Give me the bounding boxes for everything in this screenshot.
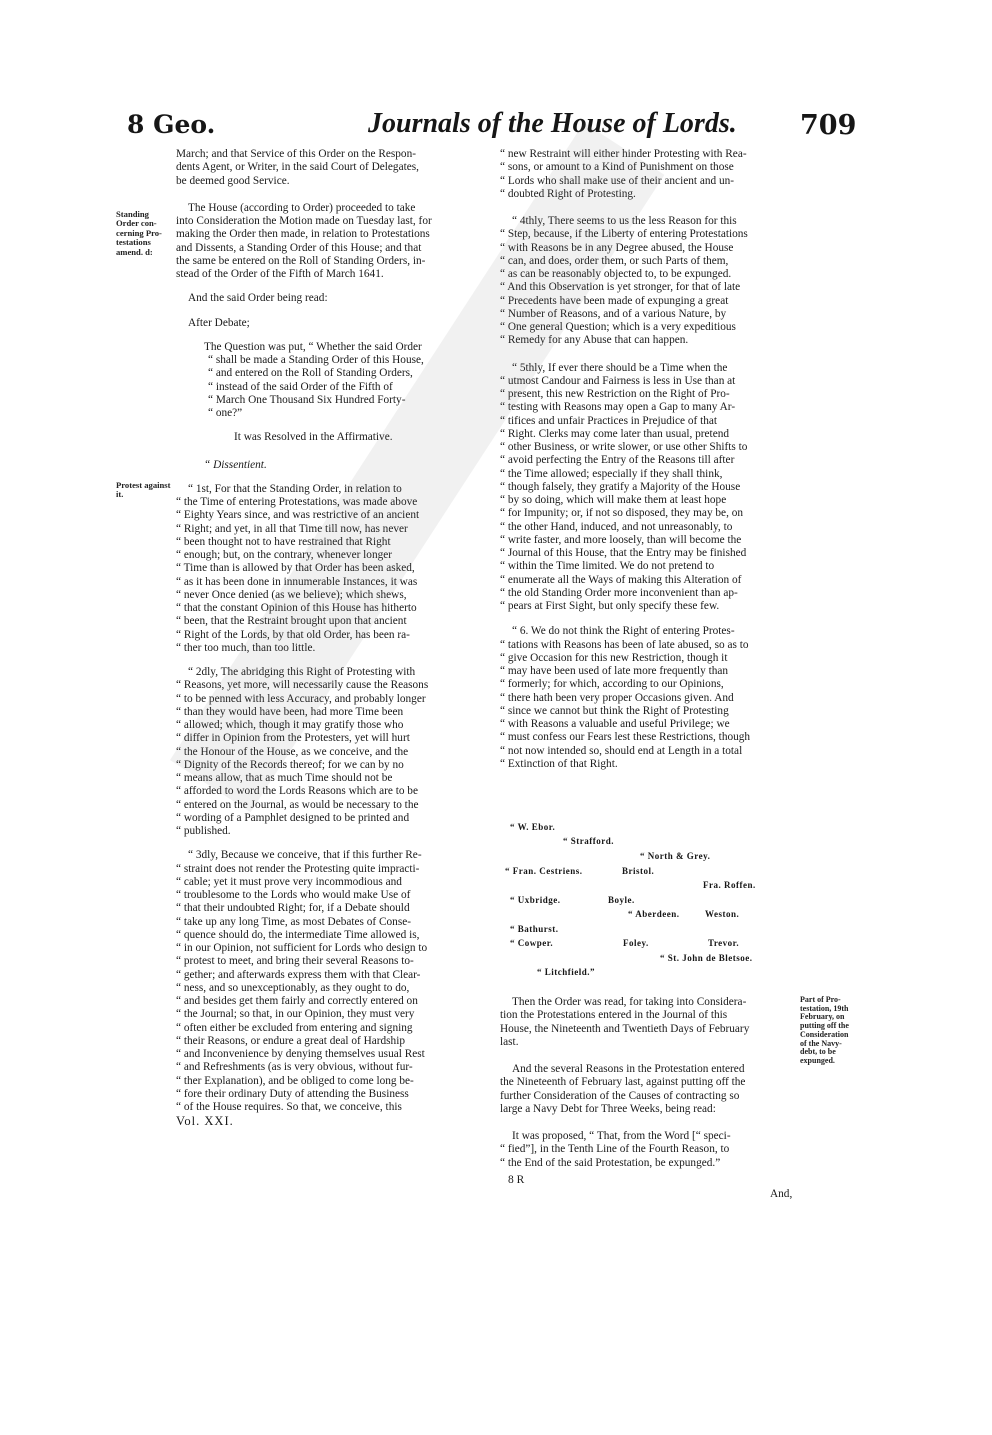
reason-fourth: “ 4thly, There seems to us the less Reason for this “ Step, because, if the Liberty of entering Protestations “ with Reasons be in any Degree abused, the House “ can, and does, order them, or such Parts of them, “ as can be reasonably objected to, to be expunged. “ And this Observation is yet stronger, for that of late “ Precedents have been made of expunging a great “ Number of Reasons, and of a various Nature, by “ One general Question; which is a very expeditious “ Remedy for any Abuse that can happen. [500,215,748,347]
reason-fifth: “ 5thly, If ever there should be a Time when the “ utmost Candour and Fairness is less in Use than at “ present, this new Restriction on the Right of Pro- “ testing with Reasons may open a Gap to many Ar- “ tifices and unfair Practices in Prejudice of that “ Right. Clerks may come later than usual, pretend “ other Business, or write slower, or use other Shifts to “ avoid perfecting the Entry of the Reasons till after “ the Time allowed; especially if they shall think, “ though falsely, they gratify a Majority of the House “ by so doing, which will make them at least hope “ for Impunity; or, if not so disposed, they may be, on “ the other Hand, induced, and not unreasonably, to “ write faster, and more loosely, than will become the “ Journal of this House, that the Entry may be finished “ within the Time limited. We do not pretend to “ enumerate all the Ways of making this Alteration of “ the old Standing Order more inconvenient than ap- “ pears at First Sight, but only specify these few. [500,361,748,612]
reason-first: “ 1st, For that the Standing Order, in relation to “ the Time of entering Protestations, was made above “ Eighty Years since, and was restrictive of an ancient “ Right; and yet, in all that Time till now, has never “ been thought not to have restrained that Right “ enough; but, on the contrary, whenever longer “ Time than is allowed by that Order has been asked, “ as it has been done in innumerable Instances, it was “ never Once denied (as we believe); which shews, “ that the constant Opinion of this House has hitherto “ been, that the Restraint brought upon that ancient “ Right of the Lords, by that old Order, has been ra- “ ther too much, than too little. [176,482,420,654]
paragraph-after-debate: After Debate; [188,316,250,329]
signature-uxbridge: “ Uxbridge. [510,895,561,905]
signature-cestriens: “ Fran. Cestriens. [505,866,583,876]
paragraph-standing-order: The House (according to Order) proceeded to take into Consideration the Motion made on Tuesday last, for making the Order then made, in relation to Protestations and Dissents, a Standing Order of this House; and that the same be entered on the Roll of Standing Orders, in- stead of the Order of the Fifth of March 1641. [176,201,432,280]
signature-bletsoe: “ St. John de Bletsoe. [660,953,753,963]
signature-weston: Weston. [705,909,740,919]
margin-note-part-of-protestation: Part of Pro- testation, 19th February, on putting off the Consideration of the Navy- debt, to be expunged. [800,995,849,1065]
signature-ebor: “ W. Ebor. [510,822,556,832]
signature-bristol: Bristol. [622,866,655,876]
paragraph-resolved: It was Resolved in the Affirmative. [234,431,393,444]
header-session: 8 Geo. [127,110,216,139]
paragraph-proposed: It was proposed, “ That, from the Word [“ speci- “ fied”], in the Tenth Line of the Fourth Reason, to “ the End of the said Protestation, be expunged.” [500,1130,731,1169]
paragraph-new-restraint: “ new Restraint will either hinder Protesting with Rea- “ sons, or amount to a Kind of Punishment on those “ Lords who shall make use of their ancient and un- “ doubted Right of Protesting. [500,148,747,200]
margin-note-protest: Protest against it. [116,480,171,500]
signature-boyle: Boyle. [608,895,635,905]
right-column-lower [500,996,798,1187]
left-column [176,148,481,1129]
header-title: Journals of the House of Lords. [368,108,737,139]
paragraph-question-put: The Question was put, “ Whether the said Order “ shall be made a Standing Order of this House, “ and entered on the Roll of Standing Orders, “ instead of the said Order of the Fifth of “ March One Thousand Six Hundred Forty- “ one?” [204,340,424,419]
margin-note-standing-order: Standing Order con- cerning Pro- testations amend. d: [116,209,162,257]
signature-cowper: “ Cowper. [510,938,554,948]
signature-litchfield: “ Litchfield.” [537,967,595,977]
signature-trevor: Trevor. [708,938,740,948]
signature-mark: 8 R [508,1173,525,1186]
signature-foley: Foley. [623,938,649,948]
paragraph-several-reasons: And the several Reasons in the Protestation entered the Nineteenth of February last, against putting off the further Consideration of the Causes of contracting so large a Navy Debt for Three Weeks, being read: [500,1063,746,1115]
reason-sixth: “ 6. We do not think the Right of entering Protes- “ tations with Reasons has been of late abused, so as to “ give Occasion for this new Restriction, though it “ may have been used of late more frequently than “ formerly; for which, according to our Opinions, “ there hath been very proper Occasions given. And “ since we cannot but think the Right of Protesting “ with Reasons a valuable and useful Privilege; we “ must confess our Fears lest these Restrictions, though “ not now intended so, should end at Length in a total “ Extinction of that Right. [500,625,751,770]
paragraph-order-read: And the said Order being read: [188,292,328,305]
signature-aberdeen: “ Aberdeen. [628,909,680,919]
signature-bathurst: “ Bathurst. [510,924,559,934]
volume-mark: Vol. XXI. [176,1114,234,1129]
reason-third: “ 3dly, Because we conceive, that if this further Re- “ straint does not render the Protesting quite impracti- “ cable; yet it must prove very incommodious and “ troublesome to the Lords who would make Use of “ that their undoubted Right; for, if a Debate should “ take up any long Time, as most Debates of Conse- “ quence should do, the intermediate Time allowed is, “ in our Opinion, not sufficient for Lords who design to “ protest to meet, and bring their several Reasons to- “ gether; and afterwards express them with that Clear- “ ness, and so unexceptionably, as they ought to do, “ and besides get them fairly and correctly entered on “ the Journal; so that, in our Opinion, they must very “ often either be excluded from entering and signing “ their Reasons, or endure a great deal of Hardship “ and Inconvenience by denying themselves usual Rest “ and Refreshments (as is very obvious, without fur- “ ther Explanation), and be obliged to come long be- “ fore their ordinary Duty of attending the Business “ of the House requires. So that, we conceive, this [176,849,428,1113]
dissentient-heading: “ Dissentient. [204,458,267,471]
reason-second: “ 2dly, The abridging this Right of Protesting with “ Reasons, yet more, will necessarily cause the Reasons “ to be penned with less Accuracy, and probably longer “ than they would have been, had more Time been “ allowed; which, though it may gratify those who “ differ in Opinion from the Protesters, yet will hurt “ the Honour of the House, as we conceive, and the “ Dignity of the Records thereof; for we can by no “ means allow, that as much Time should not be “ afforded to word the Lords Reasons which are to be “ entered on the Journal, as would be necessary to the “ wording of a Pamphlet designed to be printed and “ published. [176,666,429,837]
paragraph-order-read-protestations: Then the Order was read, for taking into Considera- tion the Protestations entered in the Journal of this House, the Nineteenth and Twentieth Days of February last. [500,996,750,1048]
signature-roffen: Fra. Roffen. [703,880,756,890]
right-column [500,148,795,782]
signature-north-grey: “ North & Grey. [640,851,711,861]
catchword: And, [770,1188,793,1200]
signature-strafford: “ Strafford. [563,836,614,846]
paragraph-march-service: March; and that Service of this Order on the Respon- dents Agent, or Writer, in the said Court of Delegates, be deemed good Service. [176,148,419,187]
page-number: 709 [800,110,857,141]
